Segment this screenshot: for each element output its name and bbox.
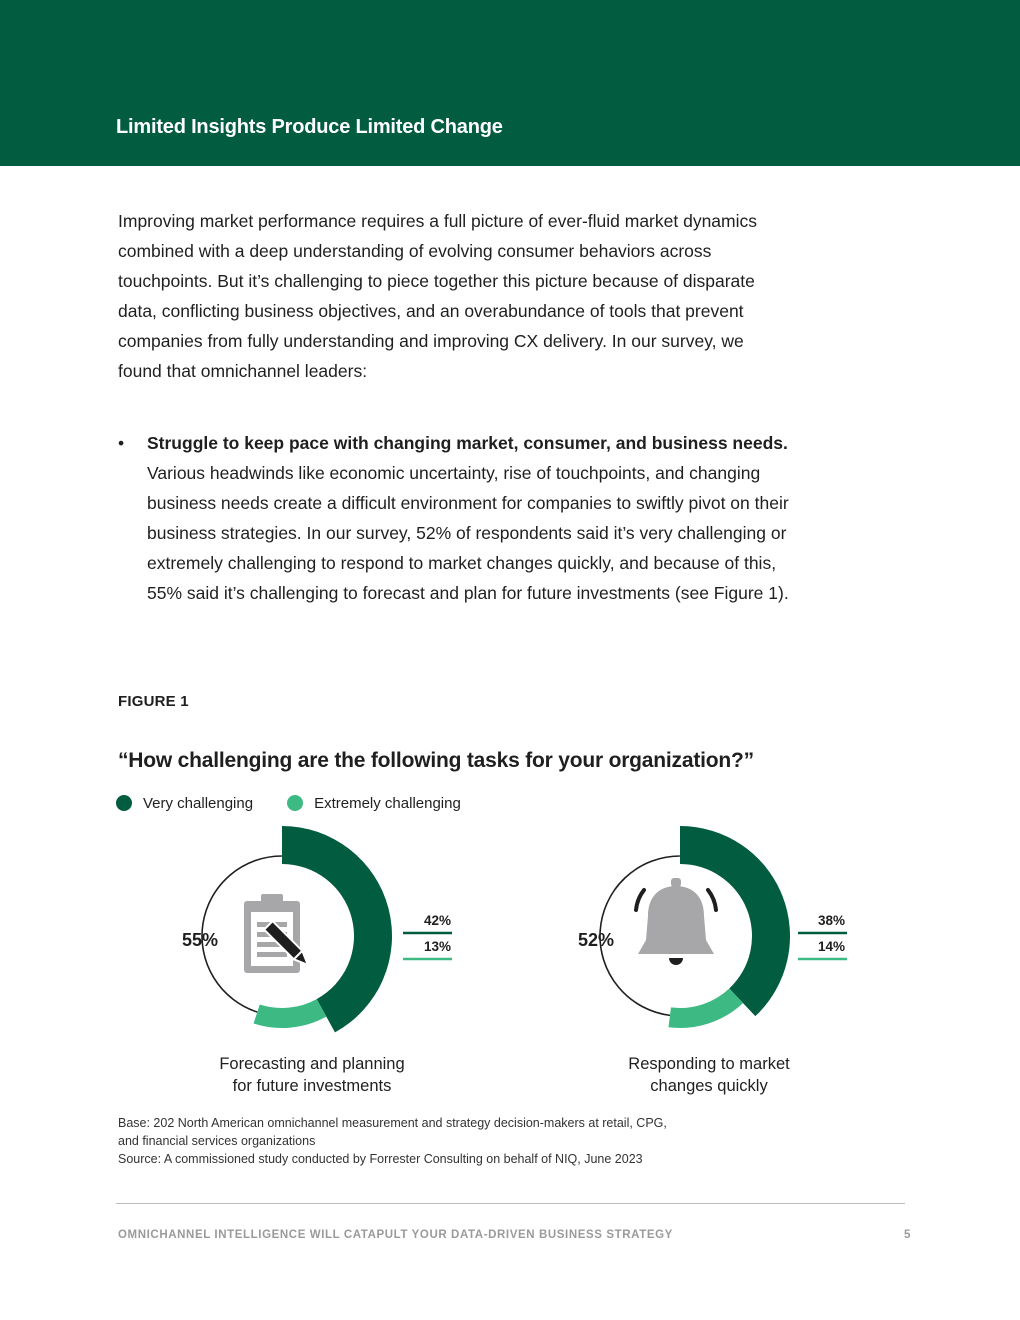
figure-notes bbox=[118, 1114, 818, 1168]
bell-ring-right bbox=[708, 890, 716, 910]
donut-slice-extremely bbox=[254, 999, 327, 1028]
caption-line: Forecasting and planning bbox=[219, 1055, 405, 1073]
caption-line: Responding to market bbox=[628, 1055, 790, 1073]
legend-label-very: Very challenging bbox=[143, 794, 254, 812]
clipboard-clip-base bbox=[259, 906, 285, 912]
intro-paragraph: Improving market performance requires a full picture of ever-fluid market dynamics combined with a deep understanding of evolving consumer behaviors across touchpoints. But it’s challenging to piece together this picture because of disparate data, conflicting business objectives, and an overabundance of tools that prevent companies from fully understanding and improving CX delivery. In our survey, we found that omnichannel leaders: bbox=[118, 211, 757, 381]
chart-caption-forecasting bbox=[192, 1053, 432, 1097]
figure-label: FIGURE 1 bbox=[118, 693, 189, 710]
bell-ring-left bbox=[636, 890, 644, 910]
footer-divider bbox=[116, 1203, 905, 1204]
donut-total-label: 52% bbox=[578, 930, 615, 950]
donut-chart bbox=[182, 826, 452, 1032]
bell-body bbox=[638, 886, 714, 954]
donut-total-label: 55% bbox=[182, 930, 219, 950]
donut-slice-extremely bbox=[668, 988, 743, 1028]
donut-chart bbox=[578, 826, 847, 1028]
clipboard-pencil-icon bbox=[244, 894, 312, 973]
source-note: Source: A commissioned study conducted by Forrester Consulting on behalf of NIQ, June 2023 bbox=[118, 1152, 643, 1166]
legend-label-extremely: Extremely challenging bbox=[314, 794, 461, 812]
data-label-extremely: 13% bbox=[423, 939, 451, 954]
page-title: Limited Insights Produce Limited Change bbox=[116, 116, 503, 138]
clipboard-clip bbox=[261, 894, 283, 906]
base-note-line2: and financial services organizations bbox=[118, 1134, 316, 1148]
page-number: 5 bbox=[904, 1229, 911, 1241]
bell-top bbox=[671, 878, 681, 887]
bullet-bold-lead: Struggle to keep pace with changing market, consumer, and business needs. bbox=[147, 433, 788, 453]
caption-line: changes quickly bbox=[650, 1077, 768, 1095]
caption-line: for future investments bbox=[232, 1077, 392, 1095]
base-note-line1: Base: 202 North American omnichannel measurement and strategy decision-makers at retail, CPG, bbox=[118, 1116, 667, 1130]
bell-clapper bbox=[669, 958, 683, 965]
footer-title: OMNICHANNEL INTELLIGENCE WILL CATAPULT YOUR DATA-DRIVEN BUSINESS STRATEGY bbox=[118, 1229, 673, 1241]
chart-caption-responding bbox=[589, 1053, 829, 1097]
clipboard-line bbox=[257, 952, 287, 957]
bell-icon bbox=[636, 878, 716, 965]
figure-question: “How challenging are the following tasks for your organization?” bbox=[118, 749, 754, 772]
data-label-very: 42% bbox=[423, 913, 451, 928]
data-label-extremely: 14% bbox=[817, 939, 845, 954]
bullet-marker: • bbox=[118, 433, 125, 453]
bullet-body-text: Various headwinds like economic uncertainty, rise of touchpoints, and changing business needs create a difficult environment for companies to swiftly pivot on their business strategies. In our survey, 52% of respondents said it’s very challenging or extremely challenging to respond to market changes quickly, and because of this, 55% said it’s challenging to forecast and plan for future investments (see Figure 1). bbox=[147, 463, 789, 603]
data-label-very: 38% bbox=[817, 913, 845, 928]
